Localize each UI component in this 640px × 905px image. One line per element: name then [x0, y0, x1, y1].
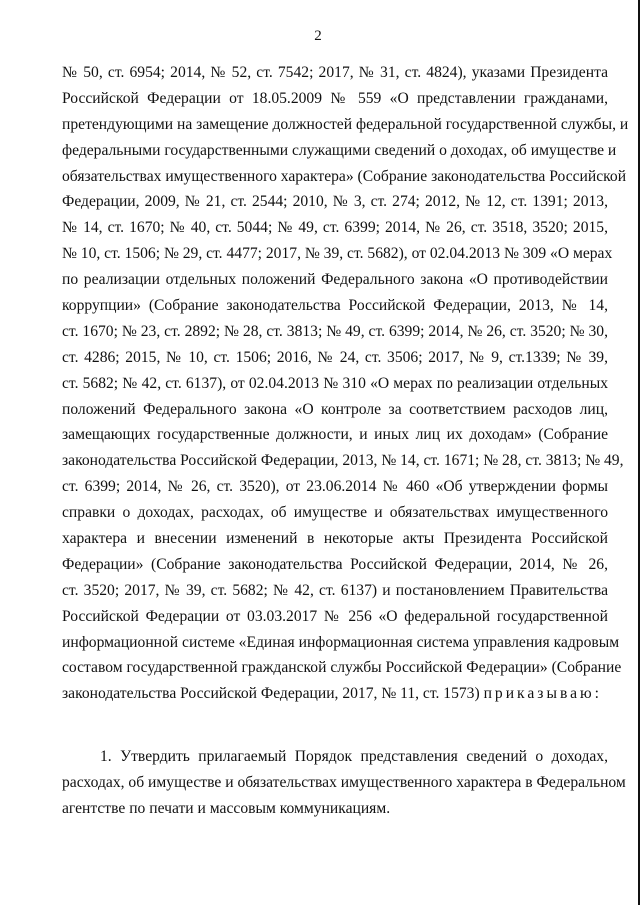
- text-line: ст. 6399; 2014, № 26, ст. 3520), от 23.06.2014 № 460 «Об утверждении формы: [62, 478, 608, 496]
- text-line: ст. 3520; 2017, № 39, ст. 5682; № 42, ст. 6137) и постановлением Правительства: [62, 581, 608, 599]
- text-line: ст. 5682; № 42, ст. 6137), от 02.04.2013 № 310 «О мерах по реализации отдельных: [62, 374, 608, 392]
- text-line: Федерации, 2009, № 21, ст. 2544; 2010, № 3, ст. 274; 2012, № 12, ст. 1391; 2013,: [62, 193, 608, 211]
- text-line: замещающих государственные должности, и иных лиц их доходам» (Собрание: [62, 426, 608, 444]
- text-line: положений Федерального закона «О контроле за соответствием расходов лиц,: [62, 400, 608, 418]
- text-line: Федерации» (Собрание законодательства Российской Федерации, 2014, № 26,: [62, 555, 608, 573]
- paragraph-legal-basis: [62, 60, 629, 707]
- text-line: претендующими на замещение должностей федеральной государственной службы, и: [62, 115, 629, 133]
- text-line: ст. 1670; № 23, ст. 2892; № 28, ст. 3813; № 49, ст. 6399; 2014, № 26, ст. 3520; № 30,: [62, 322, 608, 340]
- text-line: ст. 4286; 2015, № 10, ст. 1506; 2016, № 24, ст. 3506; 2017, № 9, ст.1339; № 39,: [62, 348, 608, 366]
- order-keyword: приказываю:: [483, 685, 603, 703]
- text-line: № 10, ст. 1506; № 29, ст. 4477; 2017, № 39, ст. 5682), от 02.04.2013 № 309 «О мерах: [62, 245, 613, 263]
- text-line-final: [62, 681, 608, 707]
- text-line: составом государственной гражданской службы Российской Федерации» (Собрание: [62, 659, 622, 677]
- citation-end: законодательства Российской Федерации, 2017, № 11, ст. 1573): [62, 685, 480, 703]
- text-line: справки о доходах, расходах, об имуществе и обязательствах имущественного: [62, 504, 608, 522]
- text-line-final: агентстве по печати и массовым коммуникациям.: [62, 800, 391, 818]
- document-body: [62, 60, 629, 822]
- text-line: № 50, ст. 6954; 2014, № 52, ст. 7542; 2017, № 31, ст. 4824), указами Президента: [62, 64, 608, 81]
- text-line: коррупции» (Собрание законодательства Российской Федерации, 2013, № 14,: [62, 297, 608, 315]
- text-line: информационной системе «Единая информационная система управления кадровым: [62, 633, 620, 651]
- paragraph-item-1: [62, 744, 626, 822]
- text-line: расходах, об имуществе и обязательствах имущественного характера в Федеральном: [62, 774, 626, 792]
- text-line: Российской Федерации от 03.03.2017 № 256 «О федеральной государственной: [62, 607, 608, 625]
- text-line: по реализации отдельных положений Федерального закона «О противодействии: [62, 271, 608, 289]
- text-line: Российской Федерации от 18.05.2009 № 559 «О представлении гражданами,: [62, 89, 608, 107]
- text-line: федеральными государственными служащими сведений о доходах, об имуществе и: [62, 141, 617, 159]
- page-number: 2: [314, 28, 322, 44]
- text-line: обязательствах имущественного характера» (Собрание законодательства Российской: [62, 167, 627, 185]
- paragraph-gap: [62, 707, 608, 744]
- text-line: 1. Утвердить прилагаемый Порядок представления сведений о доходах,: [100, 748, 608, 766]
- text-line: законодательства Российской Федерации, 2013, № 14, ст. 1671; № 28, ст. 3813; № 49,: [62, 452, 624, 470]
- text-line: характера и внесении изменений в некоторые акты Президента Российской: [62, 530, 608, 548]
- text-line: № 14, ст. 1670; № 40, ст. 5044; № 49, ст. 6399; 2014, № 26, ст. 3518, 3520; 2015,: [62, 219, 608, 237]
